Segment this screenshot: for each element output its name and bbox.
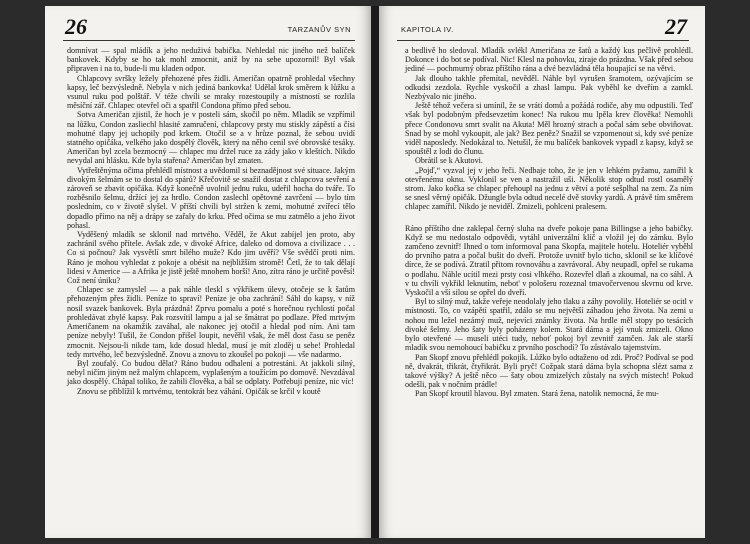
paragraph: Chlapcovy svršky ležely přehozené přes židli. Američan opatrně prohledal všechny kapsy, leč bezvýsledně. Nebyla v nich jediná bankovka! Udělal krok směrem k lůžku a vsunul ruku pod polštář. V téže chvíli se mraky rozestoupily a místností se rozlila měsíční zář. Chlapec otevřel oči a spatřil Condona přímo před sebou. [67, 73, 355, 111]
left-page-header [63, 14, 355, 41]
right-running-head: KAPITOLA IV. [401, 25, 454, 34]
left-page-number: 26 [65, 14, 87, 39]
left-running-head: TARZANŮV SYN [287, 25, 351, 34]
right-page-body [405, 46, 693, 530]
paragraph: domnívat — spal mládík a jeho neduživá babička. Nehledal nic jiného než balíček bankovek. Kdyby se ho tak mohl zmocnit, aniž by na sebe upozornil! Byl však připraven i na to, bude-li mu kladen odpor. [67, 46, 355, 74]
left-page-body [67, 46, 355, 530]
paragraph: Obrátil se k Akutovi. [415, 156, 483, 166]
right-page [379, 6, 705, 538]
paragraph: Byl to silný muž, takže veřeje neodolaly jeho tlaku a záhy povolily. Hoteliér se ocitl v místnosti. To, co vzápětí spatřil, zdálo se mu největší záhadou jeho života. Na zemi u nohou mu ležel nezámý muž, nejevíci známky života. Na hrdle měl stopy po tesácích divoké šelmy. Jeho šaty byly poházeny kolem. Stará dáma a její vnuk zmizeli. Okno bylo otevřené — muselі utéci tudy, neboť pokoj byl zevnitř zamčen. Jak ale starší mladík svou nemohoucí babičku z prvního poschodí? To zůstávalo tajemstvím. [405, 297, 693, 353]
paragraph: Jak dlouho takhle přemítal, nevěděl. Náhle byl vyrušen šramotem, ozývajícím se odkudsi zezdola. Rychle vyskočil a zhasl lampu. Pak vyběhl ke dveřím a zamkl. Nezbývalo nic jiného. [405, 73, 693, 102]
book-gutter [371, 6, 379, 538]
paragraph: a bedlivě ho sledoval. Mladík svlékl Američana ze šatů a každý kus pečlivě prohlédl. Dokonce i do bot se podíval. Nic! Klesl na pohovku, ziraje do prázdna. Však před sebou jediné — pochmurný obraz příštího rána a dvé bezvládná těla houpající se na větvi. [405, 46, 693, 74]
right-page-number: 27 [665, 14, 687, 39]
paragraph: Vytřeštěnýma očima přehlédl místnost a uvědomil si beznadějnost své situace. Jakým divokým šelmám se to dostal do spárů? Křečovitě se snažil dostat z chlapcova sevření a zároveň se zbavit opičáka. Když konečně uvolnil jednu ruku, udeřil hocha do tváře. To rozběsnilo šelmu, držící jej za hrdlo. Condon zaslechl opětovné zavrčení — bylo tím posledním, co v životě slyšel. V příští chvíli byl stržen k zemi, mohutné zvířecí tělo dopadlo přímo na něj a drápy se zařaly do krku. Před očima se mu zatmělo a jeho život pohasl. [67, 165, 355, 230]
paragraph: Pan Skopf znovu přehlédl pokojík. Lůžko bylo odtaženo od zdi. Proč? Podíval se pod ně, dvakrát, třikrát, čtyřikrát. Byli pryč! Cožpak stará dáma byla schopna slézt sama z takové výšky? A ještě něco — šaty obou zmizelých zůstaly na svých místech! Pokud odešli, pak v nočním prádle! [405, 352, 693, 390]
paragraph: Znovu se přiblížil k mrtvému, tentokrát bez váhání. Opičák se krčil v koutě [77, 386, 321, 396]
paragraph: Byl zoufalý. Co budou dělat? Ráno budou odhaleni a potrestáni. At jakkoli silný, nebyl ničím jiným než malým chlapcem, vyplašeným a toužícím po domově. Nevzdával jako dospělý. Chápal toliko, že zabili člověka, a bál se odplaty. Potřebují peníze, nic víc! [67, 358, 355, 387]
paragraph: „Pojď,“ vyzval jej v jeho řeči. Nedbaje toho, že je jen v lehkém pyžamu, zamířil k otevřenému oknu. Vyklonil se ven a nastražil uši. Několik stop odtud rostl osamělý strom. Jako kočka se chlapec přehoupl na jednu z větví a poté sešplhal na zem. Za ním se snesl věrný opičák. Džungle byla odtud necelé dvě stovky yardů. A právě tím směrem chlapec zamířil. Nikdo je neviděl. Zmizeli, pohlceni pralesem. [405, 165, 693, 212]
paragraph: Ještě téhož večera si umínil, že se vrátí domů a požádá rodiče, aby mu odpustili. Teď však byl podobným předsevzetím konec! Na rukou mu lpěla krev člověka! Nemohli přece Condonovu smrt svalit na Akuta! Měl hrozný strach a počal sám sebe obviňovat. Snad by se mohl vykoupit, ale jak? Bez peněz? Snažil se vzpomenout si, kdy své peníze viděl naposledy. Nedokázal to. Netušil, že mu balíček bankovek vypadl z kapsy, když se spouštěl z lodi do člunu. [405, 101, 693, 157]
section-break [405, 212, 693, 224]
paragraph: Pan Skopf kroutil hlavou. Byl zmaten. Stará žena, natolik nemocná, že mu- [415, 389, 659, 399]
left-page [45, 6, 371, 538]
paragraph: Sotva Američan zjistil, že hoch je v posteli sám, skočil po něm. Mladík se vzpřímil na lůžku, Condon zasliechl hlasité zamručení, chlapcovy prsty mu stiskly zápěstí a čísi mohutné tlapy jej uchopily pod krkem. Otočil se a v hrůze poznal, že sebou uvidí statného opičáka, velkého jako dospělý člověk, který na něho cenil své obrovské tesáky. Američan byl zcela bezmocný — chlapec mu držel ruce za zády jako v kleštích. Nikdo nevydal ani hlásku. Kde byla stařena? Američan byl zmaten. [67, 110, 355, 166]
paragraph: Chlapec se zamyslel — a pak náhle tleskl s výkřikem úlevy, otočeje se k šatům přehozeným přes židli. Peníze to spraví! Peníze je oba zachrání! Sáhl do kapsy, v níž nosil svazek bankovek. Byla prázdná! Zprvu pomalu a poté s horečnou rychlostí počal prohledávat zbylé kapsy. Pak rozsvítil lampu a jal se šmátrat po podlaze. Před mrtvým Američanem na okamžik zaváhal, ale nakonec jej otočil a hledal pod ním. Ani tam peníze nebyly! Tušil, že Condon přišel loupit, nevěřil však, že měl dost času se peněz zmocnit. Nejsou-li nikde tam, kde dosud hledal, musí je mít zloděj u sebe! Prohledal tedy mrtvého, leč bezvýsledně. Znovu a znovu to zkoušel po pokoji — vše nadarmo. [67, 285, 355, 359]
paragraph: Ráno příštího dne zaklepal černý sluha na dveře pokoje pana Billingse a jeho babičky. Když se mu nedostalo odpovědi, vytáhl univerzální klíč a vložil jej do zámku. Bylo zamčeno zevnitř! Ihned o tom informoval pana Skopfa, majitele hotelu. Hoteliér vyběhl do prvního patra a počal bušit do dveří. Protože uvnitř bylo ticho, sklonil se ke klíčové dírce, že se podívá. Ztratil přitom rovnováhu a zavrávoral. Aby neupadl, opřel se rukama o podlahu. Náhle ucítil mezi prsty cosi vlhkého. Rozevřel dlaň a zkoumal, na co sáhl. A v tu chvíli vykřikl leknutím, nebot' v pološeru rozeznal tmavočervenou skvrnu od krve. Vyskočil a vší silou se opřel do dveří. [405, 223, 693, 298]
paragraph: Vyděšený mladík se sklonil nad mrtvého. Věděl, že Akut zabíjel jen proto, aby zachránil svého přítele. Avšak zde, v divoké Africe, daleko od domova a civilizace . . . Co si počnou? Jak vysvětlí smrt bílého muže? Kdo jim uvěří? Vše svědčí proti nim. Ráno je mohou vyhledat z pokoje a obésit na nejbližším stromě! Četl, že to tak dělají lidesi v Americe — a Afrika je jistě ještě mnohem horší! Ano, zítra ráno je určitě pověsí! Což není úniku? [67, 230, 355, 286]
right-page-header [397, 14, 689, 41]
